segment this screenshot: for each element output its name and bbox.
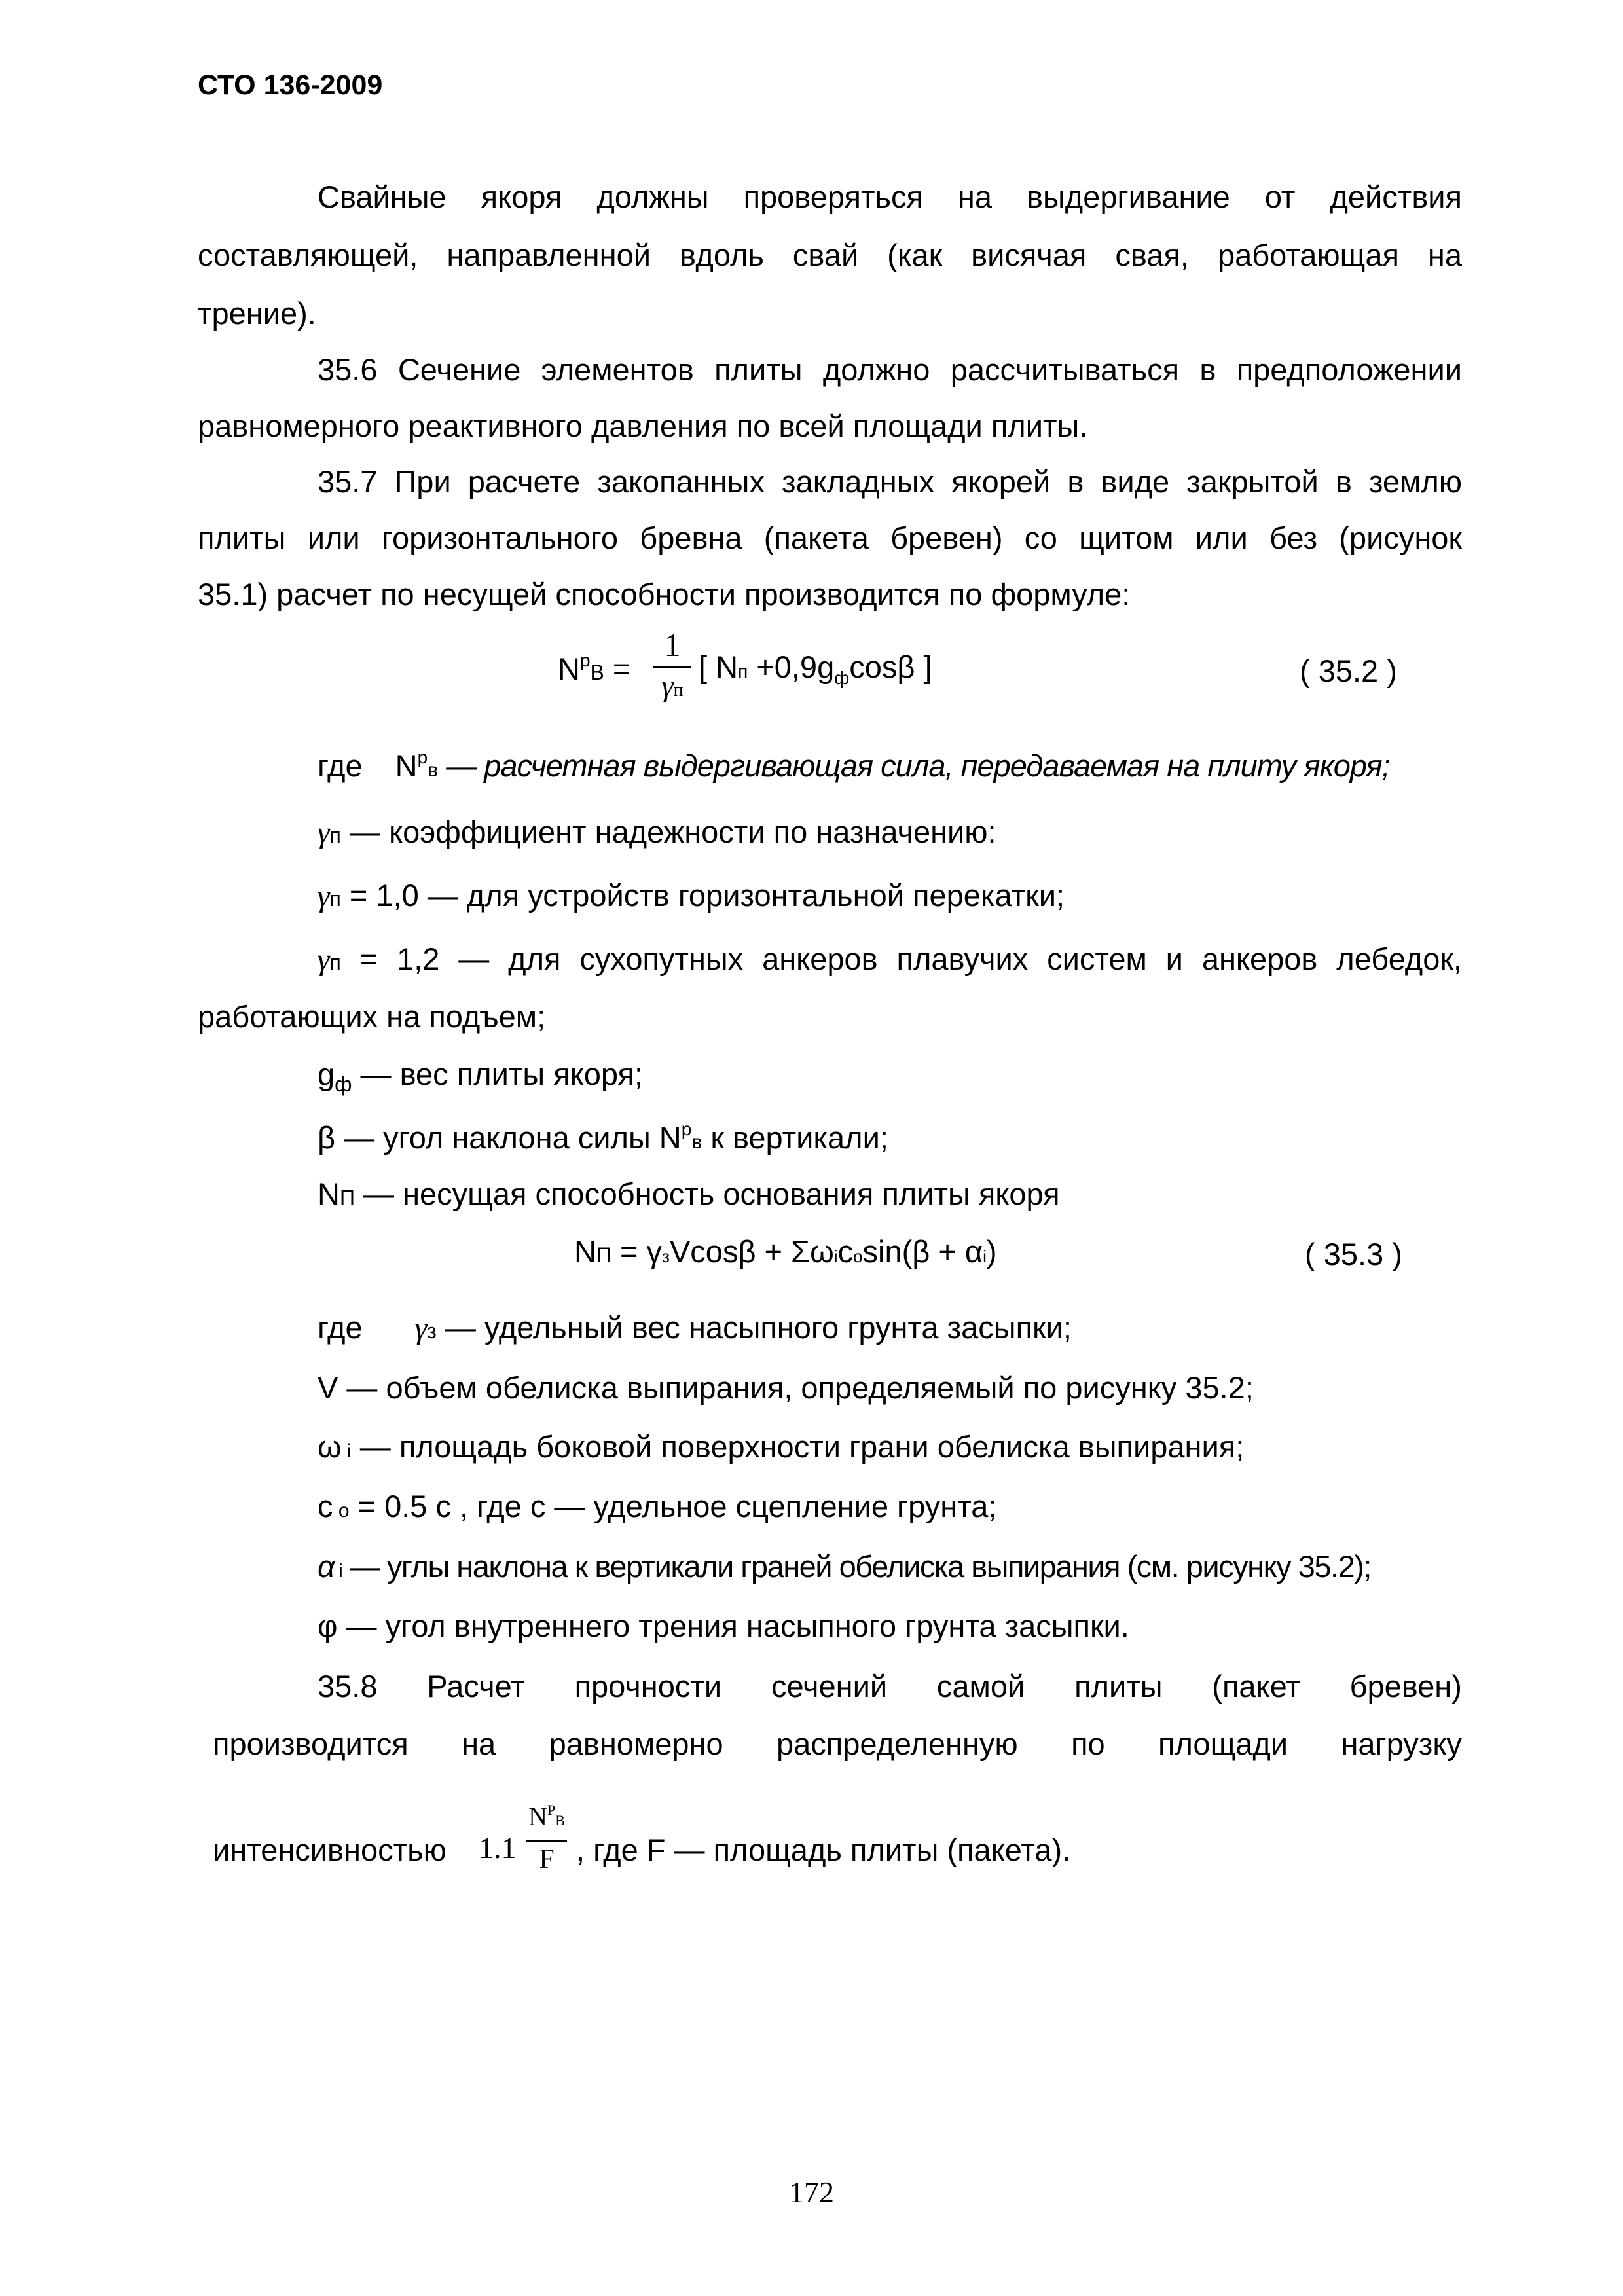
paragraph-line: составляющей, направленной вдоль свай (как висячая свая, работающая на bbox=[198, 238, 1462, 272]
definition-nrv: где $N^рв$ — расчетная выдергивающая сила, передаваемая на плиту якоря; bbox=[318, 747, 1390, 783]
definition-phi: φ — угол внутреннего трения насыпного грунта засыпки. bbox=[318, 1609, 1129, 1643]
fraction: 1 γп bbox=[649, 625, 695, 708]
paragraph-35-8-line2: производится на равномерно распределенную по площади нагрузку bbox=[213, 1726, 1462, 1761]
formula-body: [ Nп $+0,9g_ф\cos\beta$ ] bbox=[699, 649, 932, 688]
paragraph-line: 35.1) расчет по несущей способности производится по формуле: bbox=[198, 577, 1131, 611]
formula-lhs: $N^рВ$ = bbox=[558, 650, 631, 686]
formula-35-3: NП = γзVcosβ + Σωicosin(β + αi) bbox=[574, 1234, 997, 1269]
definition-gamma-n-1: γп = 1,0 — для устройств горизонтальной перекатки; bbox=[318, 878, 1065, 913]
paragraph-line: Свайные якоря должны проверяться на выдергивание от действия bbox=[318, 179, 1462, 214]
page-number: 172 bbox=[789, 2176, 834, 2209]
definition-omega: ω i — площадь боковой поверхности грани обелиска выпирания; bbox=[318, 1429, 1245, 1464]
equation-number: ( 35.2 ) bbox=[1300, 653, 1397, 688]
paragraph-35-8-line1: 35.8 Расчет прочности сечений самой плиты (пакет бревен) bbox=[318, 1669, 1462, 1704]
definition-c-o: c o = 0.5 c , где с — удельное сцепление грунта; bbox=[318, 1489, 997, 1523]
paragraph-line: 35.6 Сечение элементов плиты должно рассчитываться в предположении bbox=[318, 352, 1462, 387]
definition-continuation: работающих на подъем; bbox=[198, 999, 546, 1034]
paragraph-line: трение). bbox=[198, 296, 316, 331]
definition-g-f: $g_ф$ — вес плиты якоря; bbox=[318, 1057, 644, 1096]
definition-alpha: α i — углы наклона к вертикали граней обелиска выпирания (см. рисунку 35.2); bbox=[318, 1549, 1371, 1584]
definition-gamma-n: γп — коэффициент надежности по назначению: bbox=[318, 814, 996, 850]
equation-number: ( 35.3 ) bbox=[1305, 1237, 1402, 1271]
definition-n-p: NП — несущая способность основания плиты якоря bbox=[318, 1176, 1060, 1211]
paragraph-line: плиты или горизонтального бревна (пакета бревен) со щитом или без (рисунок bbox=[198, 520, 1462, 555]
definition-v: V — объем обелиска выпирания, определяемый по рисунку 35.2; bbox=[318, 1370, 1254, 1405]
paragraph-line: равномерного реактивного давления по всей площади плиты. bbox=[198, 409, 1088, 443]
document-code: СТО 136-2009 bbox=[198, 69, 383, 101]
paragraph-line: 35.7 При расчете закопанных закладных якорей в виде закрытой в землю bbox=[318, 464, 1462, 499]
definition-beta: β — угол наклона силы $N^рв$ к вертикали; bbox=[318, 1119, 888, 1155]
definition-gamma-n-2: γп = 1,2 — для сухопутных анкеров плавучих систем и анкеров лебедок, bbox=[318, 941, 1462, 977]
fraction: $N^PВ$ F bbox=[524, 1794, 570, 1874]
definition-gamma-z: где γз — удельный вес насыпного грунта засыпки; bbox=[318, 1310, 1072, 1345]
